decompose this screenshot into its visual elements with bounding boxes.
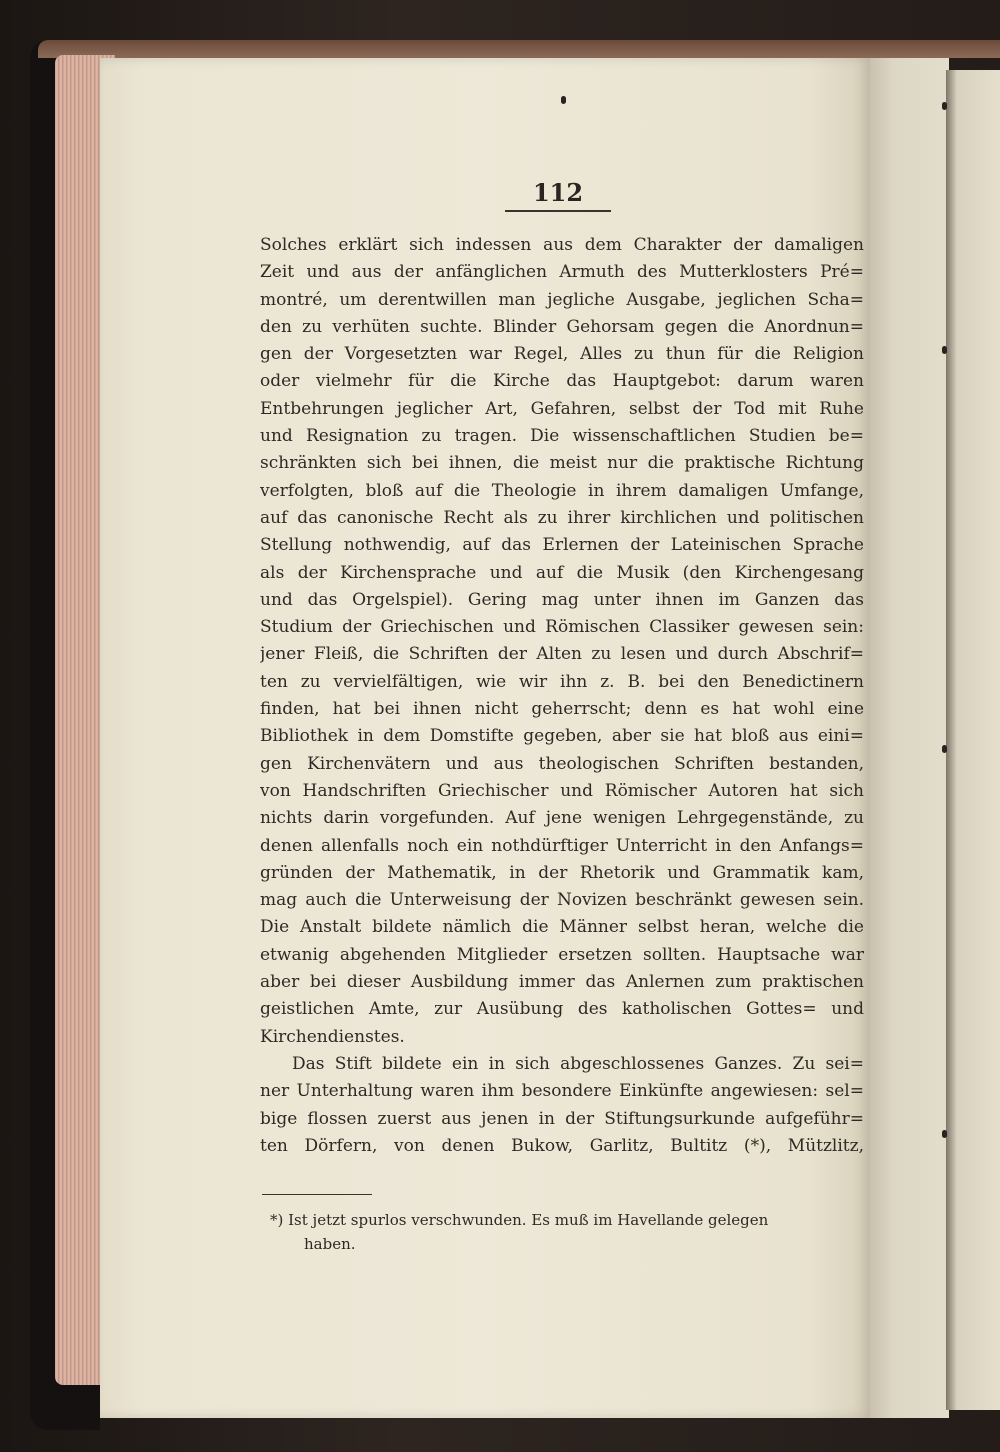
body-text bbox=[260, 232, 864, 1160]
text-line: Die Anstalt bildete nämlich die Männer selbst heran, welche die bbox=[260, 917, 864, 938]
text-line: ten zu vervielfältigen, wie wir ihn z. B. bei den Benedictinern bbox=[260, 671, 864, 692]
text-line: Bibliothek in dem Domstifte gegeben, aber sie hat bloß aus eini= bbox=[260, 726, 864, 747]
text-line: gen Kirchenvätern und aus theologischen Schriften bestanden, bbox=[260, 753, 864, 774]
footnote-line: haben. bbox=[304, 1235, 356, 1253]
text-line: verfolgten, bloß auf die Theologie in ihrem damaligen Umfange, bbox=[260, 480, 864, 501]
text-line: Solches erklärt sich indessen aus dem Charakter der damaligen bbox=[260, 235, 864, 255]
ink-spot bbox=[942, 745, 947, 753]
text-line: auf das canonische Recht als zu ihrer kirchlichen und politischen bbox=[260, 507, 864, 528]
next-page-outer-edge bbox=[946, 70, 1000, 1410]
book-top-edge bbox=[38, 40, 1000, 58]
text-line: den zu verhüten suchte. Blinder Gehorsam gegen die Anordnun= bbox=[260, 316, 864, 337]
text-line: Kirchendienstes. bbox=[260, 1026, 405, 1047]
footnote-rule bbox=[262, 1194, 372, 1195]
text-line: von Handschriften Griechischer und Römischer Autoren hat sich bbox=[260, 780, 864, 801]
text-line: Zeit und aus der anfänglichen Armuth des Mutterklosters Pré= bbox=[260, 262, 864, 283]
text-line: gründen der Mathematik, in der Rhetorik und Grammatik kam, bbox=[260, 862, 864, 883]
footnote bbox=[270, 1208, 864, 1256]
text-line: oder vielmehr für die Kirche das Hauptgebot: darum waren bbox=[260, 371, 864, 392]
text-line: aber bei dieser Ausbildung immer das Anlernen zum praktischen bbox=[260, 972, 864, 993]
text-line: als der Kirchensprache und auf die Musik (den Kirchengesang bbox=[260, 562, 864, 583]
text-line: nichts darin vorgefunden. Auf jene wenigen Lehrgegenstände, zu bbox=[260, 808, 864, 829]
text-line: montré, um derentwillen man jegliche Ausgabe, jeglichen Scha= bbox=[260, 289, 864, 310]
text-line: Stellung nothwendig, auf das Erlernen der Lateinischen Sprache bbox=[260, 535, 864, 556]
text-line: und das Orgelspiel). Gering mag unter ihnen im Ganzen das bbox=[260, 589, 864, 610]
text-line: Studium der Griechischen und Römischen Classiker gewesen sein: bbox=[260, 617, 864, 638]
text-line: jener Fleiß, die Schriften der Alten zu lesen und durch Abschrif= bbox=[260, 644, 864, 665]
text-line: und Resignation zu tragen. Die wissenschaftlichen Studien be= bbox=[260, 426, 864, 447]
text-line: denen allenfalls noch ein nothdürftiger Unterricht in den Anfangs= bbox=[260, 835, 864, 856]
ink-spot bbox=[942, 346, 947, 354]
text-line: gen der Vorgesetzten war Regel, Alles zu thun für die Religion bbox=[260, 344, 864, 365]
page-number-rule bbox=[505, 210, 611, 212]
text-line: ten Dörfern, von denen Bukow, Garlitz, Bultitz (*), Mützlitz, bbox=[260, 1135, 864, 1156]
text-line: Das Stift bildete ein in sich abgeschlossenes Ganzes. Zu sei= bbox=[292, 1053, 864, 1074]
text-line: schränkten sich bei ihnen, die meist nur die praktische Richtung bbox=[260, 453, 864, 474]
page-number: 112 bbox=[532, 178, 584, 207]
ink-spot bbox=[942, 1130, 947, 1138]
footnote-line: *) Ist jetzt spurlos verschwunden. Es muß im Havellande gelegen bbox=[270, 1211, 769, 1229]
ink-spot bbox=[942, 102, 947, 110]
text-line: geistlichen Amte, zur Ausübung des katholischen Gottes= und bbox=[260, 999, 864, 1020]
text-line: finden, hat bei ihnen nicht geherrscht; denn es hat wohl eine bbox=[260, 699, 864, 720]
text-line: etwanig abgehenden Mitglieder ersetzen sollten. Hauptsache war bbox=[260, 944, 864, 965]
text-line: ner Unterhaltung waren ihm besondere Einkünfte angewiesen: sel= bbox=[260, 1081, 864, 1102]
text-line: mag auch die Unterweisung der Novizen beschränkt gewesen sein. bbox=[260, 890, 864, 911]
ink-spot bbox=[561, 96, 566, 104]
next-page-edge bbox=[868, 58, 949, 1418]
text-line: bige flossen zuerst aus jenen in der Stiftungsurkunde aufgeführ= bbox=[260, 1108, 864, 1129]
text-line: Entbehrungen jeglicher Art, Gefahren, selbst der Tod mit Ruhe bbox=[260, 398, 864, 419]
